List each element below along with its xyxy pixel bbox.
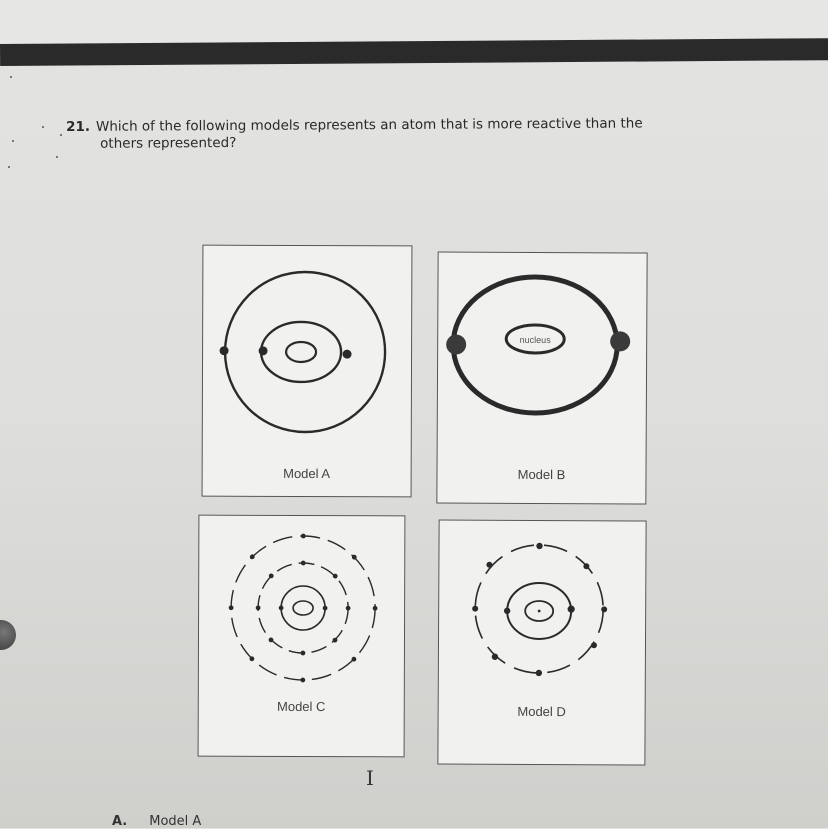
model-d-electron <box>591 642 597 648</box>
model-c-electron <box>333 574 338 579</box>
model-c-diagram <box>199 516 405 757</box>
model-c-nucleus <box>293 601 313 615</box>
model-d-electron <box>601 606 607 612</box>
text-cursor-icon: I <box>366 766 374 790</box>
speck <box>8 166 10 168</box>
model-d-electron <box>504 608 510 614</box>
top-bar <box>0 38 828 66</box>
model-d-electron <box>583 563 589 569</box>
model-c-electron <box>301 561 306 566</box>
model-c-electron <box>300 678 305 683</box>
model-c-electron <box>269 573 274 578</box>
model-a-electron <box>343 350 352 359</box>
speck <box>60 134 62 136</box>
model-a-diagram <box>203 246 412 497</box>
model-c-electron <box>333 638 338 643</box>
model-c-box <box>198 515 406 758</box>
model-c-electron <box>373 606 378 611</box>
model-d-electron <box>472 606 478 612</box>
model-c-label: Model C <box>277 698 326 715</box>
model-c-electron <box>323 606 328 611</box>
model-b-nucleus-label: nucleus <box>519 334 551 346</box>
model-c-electron <box>352 555 357 560</box>
binder-hole <box>0 620 16 650</box>
model-c-electron <box>352 657 357 662</box>
model-d-electron <box>536 670 542 676</box>
model-c-electron <box>250 554 255 559</box>
model-b-label: Model B <box>517 466 566 483</box>
model-a-nucleus <box>286 342 316 362</box>
question-line-2: others represented? <box>100 134 237 152</box>
model-c-electron <box>250 656 255 661</box>
model-a-electron <box>220 346 229 355</box>
model-b-electron <box>446 334 466 354</box>
model-d-label: Model D <box>517 703 566 720</box>
question-text <box>66 115 726 153</box>
model-d-diagram <box>438 520 645 764</box>
model-b-box <box>436 251 647 504</box>
speck <box>56 156 58 158</box>
model-a-electron <box>259 346 268 355</box>
choice-letter: A. <box>112 814 128 829</box>
model-a-box <box>202 245 413 498</box>
model-c-electron <box>256 605 261 610</box>
model-d-electron <box>486 562 492 568</box>
speck <box>42 126 44 128</box>
model-d-nucleus-dot <box>538 610 541 613</box>
model-d-electron <box>568 606 575 613</box>
model-b-electron <box>610 331 630 351</box>
question-number: 21. <box>66 118 91 135</box>
model-c-electron <box>346 606 351 611</box>
model-a-label: Model A <box>283 465 331 482</box>
model-d-box <box>437 519 646 765</box>
answer-choice-a[interactable] <box>112 814 201 829</box>
choice-text: Model A <box>149 814 202 829</box>
question-line-1: Which of the following models represents an atom that is more reactive than the <box>95 115 643 135</box>
model-c-electron <box>301 651 306 656</box>
model-d-electron <box>536 543 542 549</box>
speck <box>12 140 14 142</box>
model-c-electron <box>229 605 234 610</box>
model-c-electron <box>269 637 274 642</box>
model-d-electron <box>492 654 498 660</box>
speck <box>10 76 12 78</box>
model-c-electron <box>279 606 284 611</box>
model-c-electron <box>301 534 306 539</box>
